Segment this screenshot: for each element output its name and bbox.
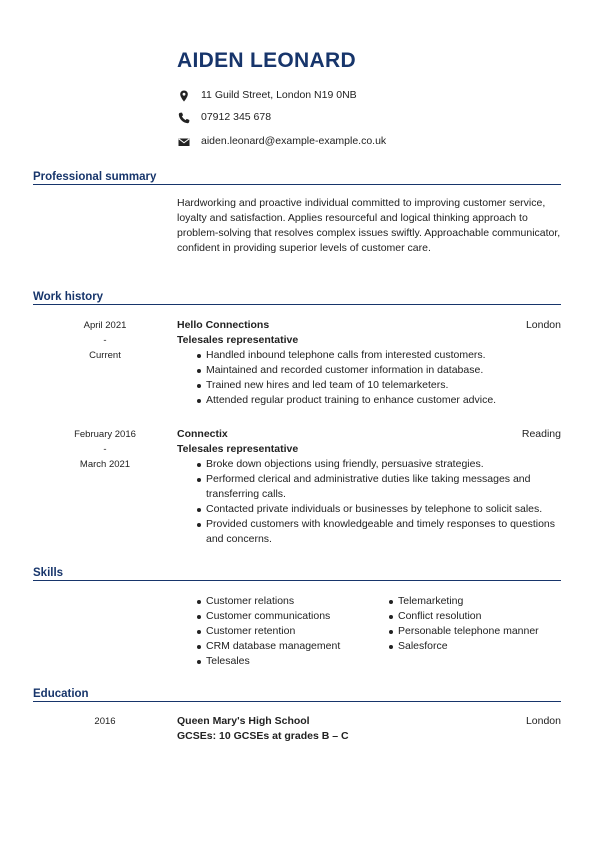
- job-1-date-end: Current: [89, 350, 121, 361]
- job-1-company: Hello Connections: [177, 319, 270, 331]
- education-year: [40, 714, 170, 729]
- skills-left-column: [197, 594, 340, 669]
- job-2-duties: [177, 457, 561, 547]
- list-item: Contacted private individuals or businesses by telephone to solicit sales.: [177, 502, 561, 517]
- job-1: [177, 318, 561, 408]
- list-item: Maintained and recorded customer information in database.: [177, 363, 561, 378]
- job-1-role: Telesales representative: [177, 334, 299, 346]
- job-2-date-start: February 2016: [74, 429, 136, 440]
- phone-icon: [178, 112, 190, 124]
- job-2-company: Connectix: [177, 428, 228, 440]
- job-2-dates: [40, 427, 170, 472]
- job-1-dates: [40, 318, 170, 363]
- skill-item: Conflict resolution: [389, 609, 539, 624]
- job-1-date-separator: -: [103, 335, 107, 346]
- skill-item: Personable telephone manner: [389, 624, 539, 639]
- skill-item: Customer relations: [197, 594, 340, 609]
- skill-item: Telemarketing: [389, 594, 539, 609]
- list-item: Performed clerical and administrative duties like taking messages and transferring calls.: [177, 472, 561, 502]
- job-1-date-start: April 2021: [83, 320, 127, 331]
- job-2-location: Reading: [521, 428, 561, 440]
- education-year-text: 2016: [94, 716, 116, 727]
- envelope-icon: [178, 136, 190, 148]
- job-1-duties: [177, 348, 561, 408]
- list-item: Trained new hires and led team of 10 telemarketers.: [177, 378, 561, 393]
- skill-item: Customer retention: [197, 624, 340, 639]
- education-entry: [177, 714, 561, 744]
- list-item: Attended regular product training to enhance customer advice.: [177, 393, 561, 408]
- email-text[interactable]: aiden.leonard@example-example.co.uk: [201, 135, 387, 147]
- job-1-location: London: [525, 319, 561, 331]
- education-qualification: GCSEs: 10 GCSEs at grades B – C: [177, 730, 349, 742]
- list-item: Handled inbound telephone calls from interested customers.: [177, 348, 561, 363]
- section-title-education: Education: [33, 688, 561, 702]
- section-title-work-history: Work history: [33, 291, 561, 305]
- list-item: Broke down objections using friendly, persuasive strategies.: [177, 457, 561, 472]
- job-2-role: Telesales representative: [177, 443, 299, 455]
- skill-item: Customer communications: [197, 609, 340, 624]
- education-location: London: [525, 715, 561, 727]
- job-2-date-end: March 2021: [79, 459, 131, 470]
- skill-item: Telesales: [197, 654, 340, 669]
- skill-item: Salesforce: [389, 639, 539, 654]
- skills-right-column: [389, 594, 539, 654]
- address-text: 11 Guild Street, London N19 0NB: [201, 89, 357, 101]
- section-title-summary: Professional summary: [33, 171, 561, 185]
- education-school: Queen Mary's High School: [177, 715, 310, 727]
- map-pin-icon: [178, 90, 190, 102]
- summary-text: Hardworking and proactive individual committed to improving customer service, loyalty and satisfaction. Applies resourceful and logical thinking approach to problem-solving that resolves complex issues swiftly. Approachable communicator, confident in providing superior levels of customer care.: [177, 197, 561, 254]
- job-2-date-separator: -: [103, 444, 107, 455]
- skill-item: CRM database management: [197, 639, 340, 654]
- list-item: Provided customers with knowledgeable and timely responses to questions and concerns.: [177, 517, 561, 547]
- section-title-skills: Skills: [33, 567, 561, 581]
- job-2: [177, 427, 561, 547]
- phone-text: 07912 345 678: [201, 111, 272, 123]
- candidate-name: AIDEN LEONARD: [177, 49, 356, 72]
